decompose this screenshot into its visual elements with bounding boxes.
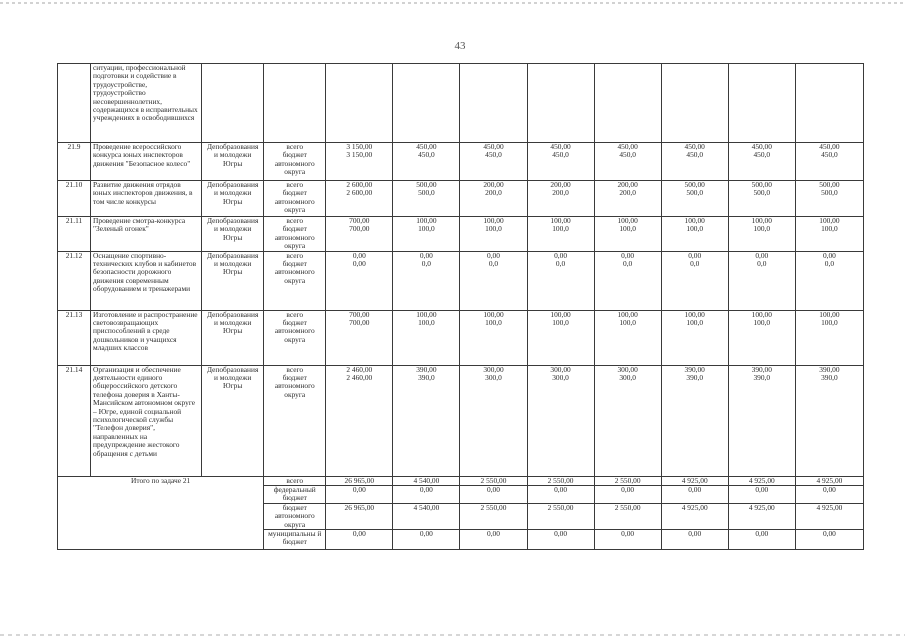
value-total: 0,00 [755,251,769,260]
value-total: 700,00 [349,216,370,225]
value-total: 500,00 [684,180,705,189]
value-cell [460,251,527,310]
total-value-cell: 0,00 [594,486,661,504]
activity-name: ситуации, профессиональной подготовки и содействие в трудоустройстве, трудоустройство несовершеннолетних, содержащихся в исправительных учреждениях в освободившихся [91,64,202,143]
value-regional: 500,0 [753,188,771,198]
value-regional: 100,0 [619,224,636,234]
budget-table [57,63,864,550]
total-value-cell: 2 550,00 [460,503,527,529]
total-value-cell: 0,00 [393,486,460,504]
value-cell [393,310,460,365]
value-total: 0,00 [352,251,366,260]
row-number: 21.9 [58,143,91,181]
value-cell [661,217,728,252]
value-regional: 450,0 [552,150,569,160]
value-cell [460,217,527,252]
value-cell [594,181,661,217]
value-regional: 200,0 [485,188,502,198]
total-value-cell: 2 550,00 [594,476,661,485]
value-total: 390,00 [684,365,705,374]
value-total: 0,00 [419,251,433,260]
funding-source [264,310,326,365]
value-cell [326,143,393,181]
value-cell [326,181,393,217]
total-value-cell: 26 965,00 [326,503,393,529]
funding-source-total: всего [286,180,304,189]
value-regional: 0,0 [757,259,767,269]
row-number [58,64,91,143]
total-value-cell: 4 925,00 [661,503,728,529]
value-regional: 300,0 [485,373,502,383]
value-total: 0,00 [621,251,635,260]
value-regional: 450,0 [821,150,838,160]
value-total: 0,00 [554,251,568,260]
total-value-cell: 0,00 [460,486,527,504]
table-row [58,64,864,143]
value-cell [326,365,393,476]
total-value-cell: 0,00 [795,486,863,504]
value-regional: 100,0 [485,224,502,234]
executor: Депобразования и молодежи Югры [202,143,264,181]
value-regional: 700,00 [349,318,370,328]
value-cell [460,143,527,181]
row-number: 21.12 [58,251,91,310]
value-cell [527,143,594,181]
total-funding-source: бюджет автономного округа [264,503,326,529]
value-cell [594,217,661,252]
value-regional: 500,0 [686,188,704,198]
total-value-cell: 0,00 [527,486,594,504]
value-regional: 700,00 [349,224,370,234]
value-cell [594,64,661,143]
value-total: 100,00 [684,216,705,225]
activity-name: Проведение смотра-конкурса "Зеленый огонек" [91,217,202,252]
value-regional: 200,0 [619,188,636,198]
value-regional: 100,0 [821,318,838,328]
table-row [58,310,864,365]
value-cell [795,310,863,365]
funding-source-regional: бюджет автономного округа [274,373,315,399]
funding-source [264,143,326,181]
value-total: 100,00 [684,310,705,319]
value-regional: 390,0 [821,373,838,383]
value-cell [594,251,661,310]
value-total: 450,00 [550,142,571,151]
value-total: 300,00 [483,365,504,374]
value-total: 500,00 [416,180,437,189]
total-value-cell: 4 540,00 [393,503,460,529]
value-total: 100,00 [483,310,504,319]
value-cell [795,365,863,476]
value-regional: 100,0 [552,318,569,328]
value-total: 200,00 [483,180,504,189]
value-total: 0,00 [688,251,702,260]
total-funding-source: муниципальны й бюджет [264,530,326,550]
value-cell [728,365,795,476]
value-cell [393,251,460,310]
value-total: 450,00 [684,142,705,151]
value-regional: 100,0 [552,224,569,234]
value-cell [527,64,594,143]
value-cell [795,143,863,181]
value-total: 100,00 [617,310,638,319]
activity-name: Оснащение спортивно-технических клубов и кабинетов безопасности дорожного движения современным оборудованием и тренажерами [91,251,202,310]
value-regional: 100,0 [753,224,771,234]
value-cell [728,217,795,252]
value-cell [661,251,728,310]
value-total: 300,00 [617,365,638,374]
executor: Депобразования и молодежи Югры [202,181,264,217]
value-cell [728,143,795,181]
total-value-cell: 0,00 [393,530,460,550]
value-cell [326,310,393,365]
value-regional: 450,0 [686,150,704,160]
value-regional: 100,0 [686,318,704,328]
executor: Депобразования и молодежи Югры [202,251,264,310]
value-total: 0,00 [487,251,500,260]
scan-top-edge [0,2,905,4]
row-number: 21.11 [58,217,91,252]
value-cell [326,251,393,310]
value-regional: 300,0 [619,373,636,383]
value-total: 100,00 [819,216,840,225]
value-total: 0,00 [822,251,836,260]
funding-source-regional: бюджет автономного округа [274,150,315,177]
total-value-cell: 0,00 [326,486,393,504]
value-cell [393,181,460,217]
total-value-cell: 4 925,00 [795,476,863,485]
funding-source-total: всего [286,251,304,260]
value-total: 100,00 [416,216,437,225]
total-value-cell: 4 925,00 [661,476,728,485]
activity-name: Развитие движения отрядов юных инспекторов движения, в том числе конкурсы [91,181,202,217]
value-total: 390,00 [416,365,437,374]
value-cell [728,64,795,143]
executor [202,64,264,143]
value-regional: 2 460,00 [346,373,373,383]
value-cell [728,181,795,217]
value-total: 100,00 [819,310,840,319]
value-regional: 450,0 [418,150,435,160]
total-value-cell: 0,00 [661,486,728,504]
funding-source-regional: бюджет автономного округа [274,224,315,251]
value-regional: 0,0 [690,259,700,269]
value-total: 390,00 [751,365,772,374]
value-regional: 0,0 [623,259,633,269]
value-regional: 100,0 [418,224,435,234]
activity-name: Проведение всероссийского конкурса юных инспекторов движения "Безопасное колесо" [91,143,202,181]
value-regional: 450,0 [753,150,771,160]
value-cell [728,310,795,365]
value-cell [460,310,527,365]
table-row [58,181,864,217]
total-value-cell: 2 550,00 [527,503,594,529]
value-total: 3 150,00 [346,142,373,151]
value-cell [795,64,863,143]
value-total: 2 460,00 [346,365,373,374]
value-total: 100,00 [751,310,772,319]
row-number: 21.14 [58,365,91,476]
value-total: 2 600,00 [346,180,373,189]
total-row [58,476,864,485]
table-row [58,365,864,476]
funding-source-total: всего [286,142,304,151]
value-regional: 0,0 [555,259,566,269]
value-total: 500,00 [819,180,840,189]
value-cell [728,251,795,310]
total-value-cell: 2 550,00 [527,476,594,485]
total-funding-source: федеральный бюджет [264,486,326,504]
table-row [58,251,864,310]
value-regional: 100,0 [686,224,704,234]
value-regional: 300,0 [552,373,569,383]
table-row [58,143,864,181]
value-regional: 100,0 [418,318,435,328]
value-regional: 0,0 [488,259,499,269]
value-cell [594,310,661,365]
funding-source [264,365,326,476]
scan-bottom-edge [0,634,905,636]
value-cell [527,251,594,310]
value-total: 200,00 [617,180,638,189]
executor: Депобразования и молодежи Югры [202,310,264,365]
value-cell [795,217,863,252]
value-total: 450,00 [617,142,638,151]
value-cell [661,143,728,181]
funding-source-total: всего [286,216,304,225]
value-regional: 450,0 [619,150,636,160]
value-total: 100,00 [751,216,772,225]
value-total: 450,00 [483,142,504,151]
value-total: 450,00 [416,142,437,151]
activity-name: Организация и обеспечение деятельности единого общероссийского детского телефона доверия в Ханты-Мансийском автономном округе – Югре, единой социальной психологической службы "Телефон доверия", направленных на предупреждение жестокого обращения с детьми [91,365,202,476]
value-total: 100,00 [550,310,571,319]
funding-source-regional: бюджет автономного округа [274,188,315,215]
value-total: 200,00 [550,180,571,189]
page-number: 43 [454,40,466,52]
value-cell [393,143,460,181]
value-cell [393,64,460,143]
value-cell [661,181,728,217]
total-label: Итого по задаче 21 [58,476,264,549]
value-cell [594,143,661,181]
value-cell [795,181,863,217]
value-regional: 2 600,00 [346,188,373,198]
value-regional: 100,0 [753,318,771,328]
row-number: 21.13 [58,310,91,365]
value-total: 700,00 [349,310,370,319]
value-cell [661,365,728,476]
value-total: 390,00 [819,365,840,374]
funding-source [264,217,326,252]
total-value-cell: 2 550,00 [460,476,527,485]
value-cell [795,251,863,310]
value-total: 100,00 [483,216,504,225]
value-cell [460,181,527,217]
funding-source-total: всего [286,310,304,319]
total-value-cell: 4 540,00 [393,476,460,485]
value-total: 100,00 [416,310,437,319]
value-regional: 390,0 [686,373,704,383]
funding-source [264,64,326,143]
value-cell [527,365,594,476]
total-value-cell: 4 925,00 [795,503,863,529]
total-value-cell: 0,00 [326,530,393,550]
value-regional: 200,0 [552,188,569,198]
activity-name: Изготовление и распространение световозвращающих приспособлений в среде дошкольников и учащихся младших классов [91,310,202,365]
value-regional: 390,0 [753,373,771,383]
value-cell [527,217,594,252]
total-value-cell: 0,00 [795,530,863,550]
value-cell [460,64,527,143]
total-value-cell: 0,00 [728,486,795,504]
row-number: 21.10 [58,181,91,217]
value-cell [527,181,594,217]
value-total: 500,00 [751,180,772,189]
value-total: 100,00 [550,216,571,225]
executor: Депобразования и молодежи Югры [202,217,264,252]
total-value-cell: 0,00 [460,530,527,550]
value-cell [594,365,661,476]
total-value-cell: 0,00 [594,530,661,550]
value-total: 450,00 [751,142,772,151]
total-funding-source: всего [264,476,326,485]
total-value-cell: 0,00 [661,530,728,550]
value-total: 300,00 [550,365,571,374]
funding-source-total: всего [286,365,304,374]
value-regional: 100,0 [619,318,636,328]
total-value-cell: 0,00 [728,530,795,550]
value-cell [661,64,728,143]
value-cell [393,365,460,476]
total-value-cell: 4 925,00 [728,476,795,485]
funding-source [264,251,326,310]
value-regional: 0,0 [421,259,432,269]
value-regional: 450,0 [485,150,502,160]
value-cell [460,365,527,476]
value-total: 450,00 [819,142,840,151]
value-regional: 0,00 [352,259,366,269]
funding-source-regional: бюджет автономного округа [274,259,315,285]
value-regional: 100,0 [485,318,502,328]
value-regional: 500,0 [418,188,435,198]
funding-source-regional: бюджет автономного округа [274,318,315,344]
value-cell [393,217,460,252]
value-cell [326,217,393,252]
funding-source [264,181,326,217]
value-cell [661,310,728,365]
value-regional: 390,0 [418,373,435,383]
value-regional: 0,0 [824,259,835,269]
value-regional: 500,0 [821,188,838,198]
total-value-cell: 0,00 [527,530,594,550]
total-value-cell: 26 965,00 [326,476,393,485]
total-value-cell: 4 925,00 [728,503,795,529]
table-row [58,217,864,252]
value-cell [527,310,594,365]
value-cell [326,64,393,143]
executor: Депобразования и молодежи Югры [202,365,264,476]
value-regional: 3 150,00 [346,150,373,160]
value-regional: 100,0 [821,224,838,234]
value-total: 100,00 [617,216,638,225]
total-value-cell: 2 550,00 [594,503,661,529]
